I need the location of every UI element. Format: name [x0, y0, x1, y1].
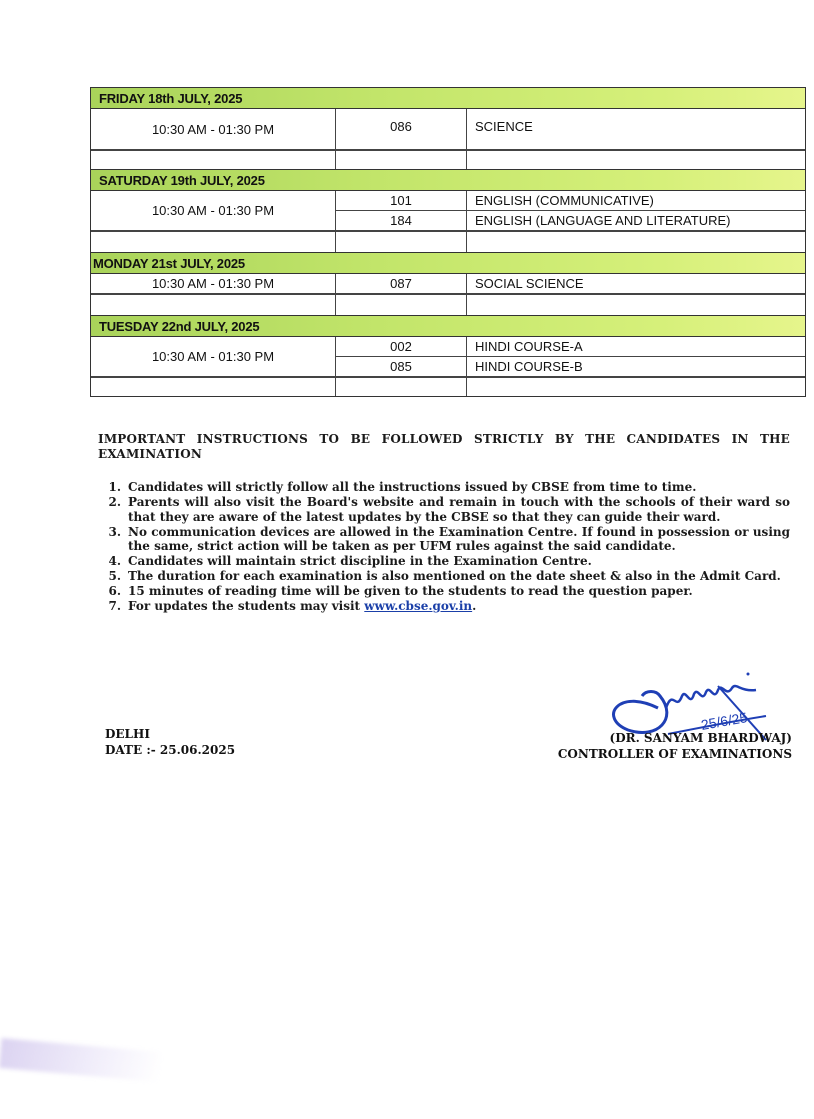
instruction-number: 3. [108, 524, 121, 539]
instruction-item [98, 480, 790, 495]
spacer-row [91, 150, 805, 169]
empty-cell [467, 378, 805, 396]
subject-code: 087 [390, 276, 412, 291]
empty-cell [91, 232, 336, 252]
spacer-row [91, 294, 805, 315]
subject-name-cell [467, 109, 805, 149]
spacer-row [91, 231, 805, 252]
signatory-block [558, 730, 792, 762]
subject-name-cell [467, 337, 805, 376]
empty-cell [336, 151, 467, 169]
exam-time-text: 10:30 AM - 01:30 PM [151, 276, 275, 291]
day-header: SATURDAY 19th JULY, 2025 [91, 169, 805, 191]
instruction-number: 2. [108, 495, 121, 509]
exam-time-text: 10:30 AM - 01:30 PM [151, 121, 275, 137]
instruction-item [98, 554, 790, 569]
signatory-name: (DR. SANYAM BHARDWAJ) [609, 731, 792, 745]
subject-code: 184 [390, 213, 412, 228]
svg-text:25/6/25: 25/6/25 [699, 709, 749, 733]
instruction-item [98, 599, 790, 614]
day-block-friday [91, 87, 805, 169]
subject-code-cell [336, 274, 467, 293]
issue-date: DATE :- 25.06.2025 [105, 743, 236, 757]
empty-cell [336, 378, 467, 396]
instruction-text: No communication devices are allowed in the Examination Centre. If found in possession or using the same, strict action will be taken as per UFM rules against the said candidate. [128, 524, 790, 553]
issue-place-date [105, 726, 235, 758]
signatory-title: CONTROLLER OF EXAMINATIONS [557, 747, 792, 761]
scan-smudge [0, 1038, 161, 1082]
subject-name: SCIENCE [475, 119, 533, 134]
subject-code-cell [336, 191, 467, 230]
spacer-row [91, 377, 805, 396]
instruction-item [98, 569, 790, 584]
exam-row [91, 109, 805, 150]
day-header: TUESDAY 22nd JULY, 2025 [91, 315, 805, 337]
instructions-title: IMPORTANT INSTRUCTIONS TO BE FOLLOWED STRICTLY BY THE CANDIDATES IN THE EXAMINATION [98, 432, 790, 461]
empty-cell [336, 232, 467, 252]
instruction-text: Parents will also visit the Board's website and remain in touch with the schools of their ward so that they are aware of the latest updates by the CBSE so that they can guide their ward. [128, 495, 790, 524]
exam-time-text: 10:30 AM - 01:30 PM [151, 349, 275, 364]
instruction-item [98, 525, 790, 554]
day-block-saturday [91, 169, 805, 252]
subject-name-cell [467, 191, 805, 230]
exam-time [91, 337, 336, 376]
instructions-list [98, 480, 790, 614]
empty-cell [336, 295, 467, 315]
empty-cell [467, 151, 805, 169]
instruction-text-prefix: For updates the students may visit [128, 599, 365, 613]
subject-name: SOCIAL SCIENCE [475, 276, 584, 291]
empty-cell [467, 232, 805, 252]
instruction-text: 15 minutes of reading time will be given to the students to read the question paper. [128, 584, 693, 598]
subject-name: HINDI COURSE-A [467, 337, 805, 357]
subject-name: HINDI COURSE-B [475, 359, 583, 374]
empty-cell [91, 378, 336, 396]
subject-code: 085 [390, 359, 412, 374]
subject-code: 002 [336, 337, 466, 357]
day-block-monday [91, 252, 805, 315]
cbse-website-link[interactable]: www.cbse.gov.in [364, 599, 473, 613]
subject-code-cell [336, 109, 467, 149]
instruction-number: 5. [108, 569, 121, 583]
instruction-item [98, 584, 790, 599]
instruction-number: 6. [108, 584, 121, 598]
exam-time [91, 109, 336, 149]
day-header: FRIDAY 18th JULY, 2025 [91, 87, 805, 109]
instruction-text: Candidates will maintain strict discipline in the Examination Centre. [128, 554, 592, 568]
subject-code-cell [336, 337, 467, 376]
exam-time [91, 191, 336, 230]
instruction-text: Candidates will strictly follow all the instructions issued by CBSE from time to time. [128, 480, 697, 494]
instruction-text [128, 599, 790, 614]
exam-row [91, 274, 805, 294]
instruction-item [98, 495, 790, 524]
empty-cell [91, 151, 336, 169]
subject-code: 086 [390, 119, 412, 134]
subject-name: ENGLISH (LANGUAGE AND LITERATURE) [475, 213, 731, 228]
subject-code: 101 [336, 191, 466, 211]
instruction-number: 7. [108, 599, 121, 613]
instruction-text: The duration for each examination is also mentioned on the date sheet & also in the Admit Card. [128, 569, 781, 583]
instruction-number: 4. [108, 554, 121, 568]
exam-time [91, 274, 336, 293]
instructions-section [98, 432, 790, 614]
empty-cell [467, 295, 805, 315]
exam-row [91, 337, 805, 377]
day-header: MONDAY 21st JULY, 2025 [91, 252, 805, 274]
subject-name-cell [467, 274, 805, 293]
instruction-number: 1. [108, 480, 121, 494]
issue-place: DELHI [105, 727, 150, 741]
date-sheet-table [90, 87, 806, 397]
exam-time-text: 10:30 AM - 01:30 PM [151, 203, 275, 218]
empty-cell [91, 295, 336, 315]
day-block-tuesday [91, 315, 805, 396]
exam-row [91, 191, 805, 231]
instruction-text-suffix: . [472, 599, 477, 613]
subject-name: ENGLISH (COMMUNICATIVE) [467, 191, 805, 211]
